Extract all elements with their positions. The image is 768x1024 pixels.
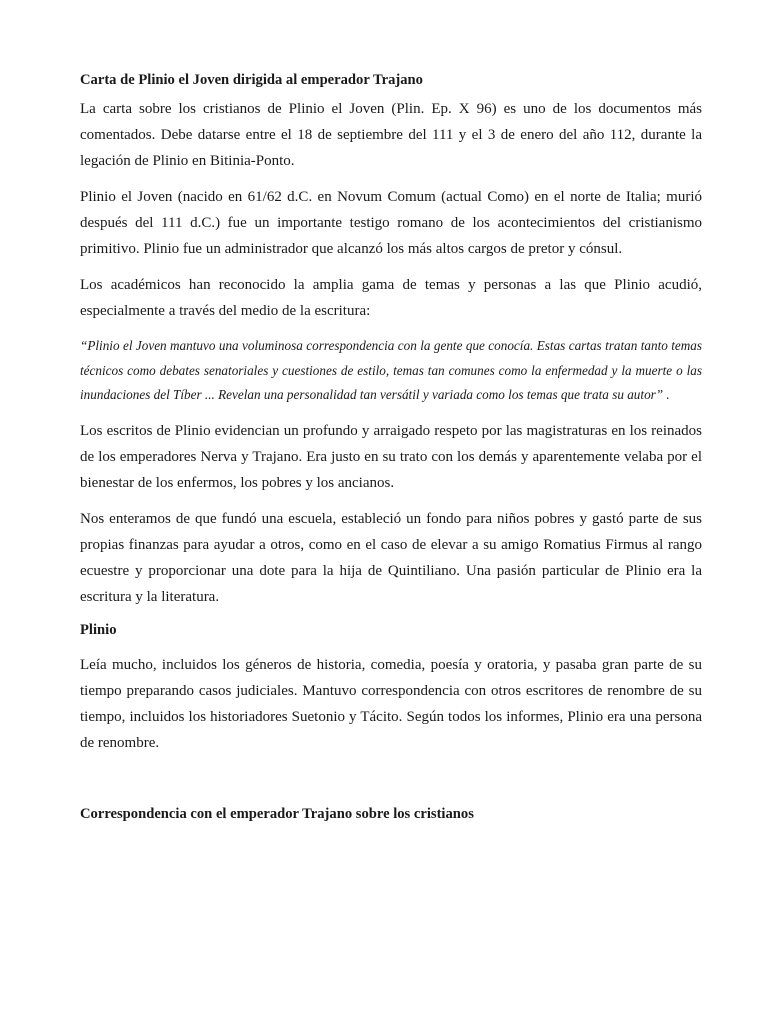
paragraph-intro: La carta sobre los cristianos de Plinio el Joven (Plin. Ep. X 96) es uno de los documentos más comentados. Debe datarse entre el 18 de septiembre del 111 y el 3 de enero del año 112, durante la legación de Plinio en Bitinia-Ponto. (80, 101, 702, 169)
final-heading: Correspondencia con el emperador Trajano sobre los cristianos (80, 805, 474, 822)
paragraph-scholars: Los académicos han reconocido la amplia gama de temas y personas a las que Plinio acudió, especialmente a través del medio de la escritura: (80, 277, 702, 319)
block-quote: “Plinio el Joven mantuvo una voluminosa correspondencia con la gente que conocía. Estas cartas tratan tanto temas técnicos como debates senatoriales y cuestiones de estilo, temas tan comunes como la enfermedad y la muerte o las inundaciones del Tíber ... Revelan una personalidad tan versátil y variada como los temas que trata su autor” . (80, 338, 702, 402)
document-page (80, 58, 702, 826)
section-heading: Plinio (80, 621, 117, 638)
paragraph-biography: Plinio el Joven (nacido en 61/62 d.C. en Novum Comum (actual Como) en el norte de Italia; murió después del 111 d.C.) fue un importante testigo romano de los acontecimientos del cristianismo primitivo. Plinio fue un administrador que alcanzó los más altos cargos de pretor y cónsul. (80, 189, 702, 257)
paragraph-writings: Los escritos de Plinio evidencian un profundo y arraigado respeto por las magistraturas en los reinados de los emperadores Nerva y Trajano. Era justo en su trato con los demás y aparentemente velaba por el bienestar de los enfermos, los pobres y los ancianos. (80, 422, 702, 491)
document-title: Carta de Plinio el Joven dirigida al emperador Trajano (80, 72, 423, 88)
paragraph-school: Nos enteramos de que fundó una escuela, estableció un fondo para niños pobres y gastó parte de sus propias finanzas para ayudar a otros, como en el caso de elevar a su amigo Romatius Firmus al rango ecuestre y proporcionar una dote para la hija de Quintiliano. Una pasión particular de Plinio era la escritura y la literatura. (80, 510, 702, 605)
paragraph-reading: Leía mucho, incluidos los géneros de historia, comedia, poesía y oratoria, y pasaba gran parte de su tiempo preparando casos judiciales. Mantuvo correspondencia con otros escritores de renombre de su tiempo, incluidos los historiadores Suetonio y Tácito. Según todos los informes, Plinio era una persona de renombre. (80, 656, 702, 751)
